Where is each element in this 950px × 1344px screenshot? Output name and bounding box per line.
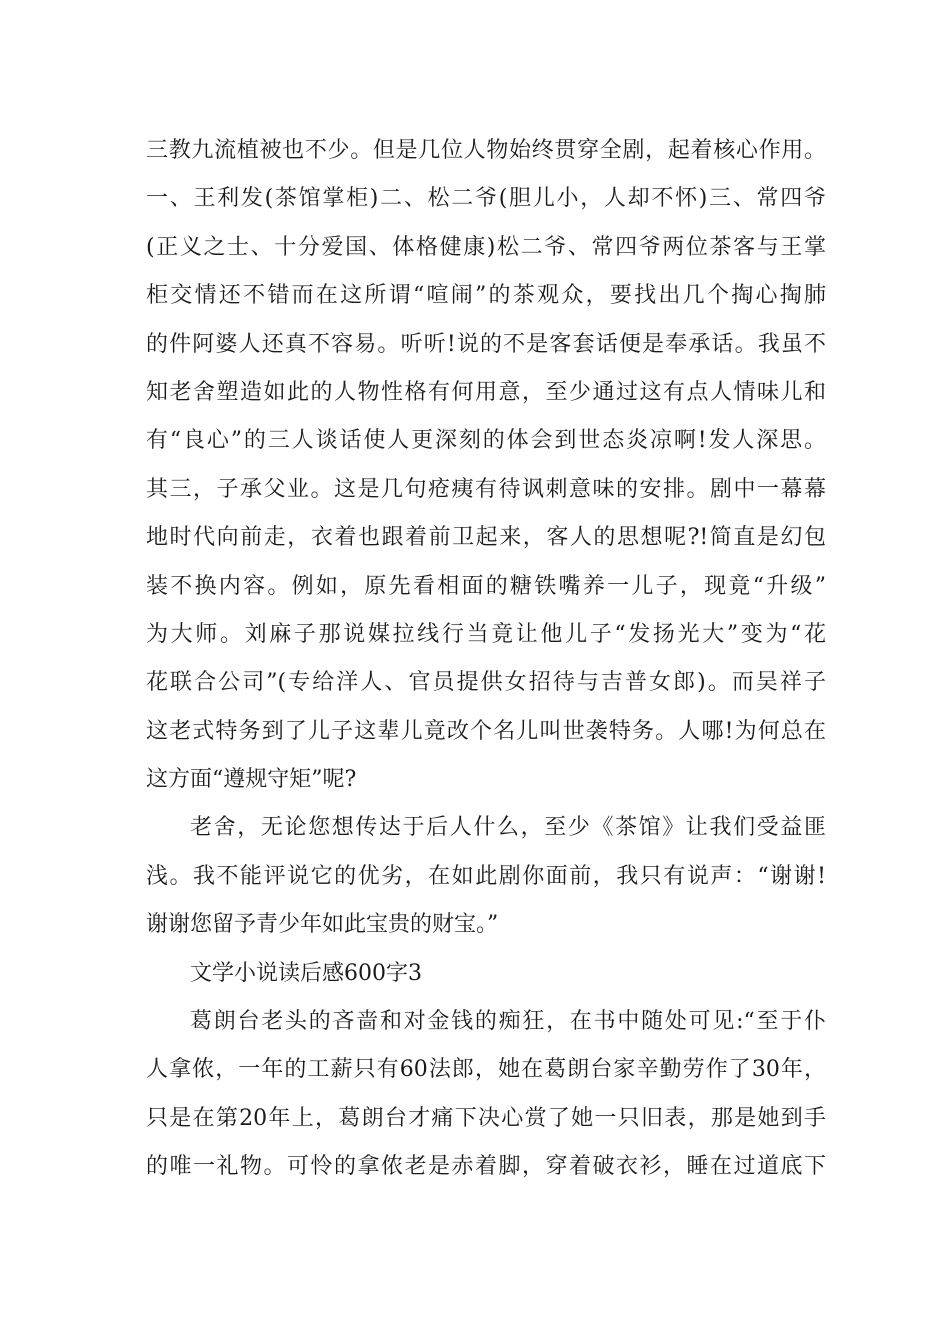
text-line: 人拿侬，一年的工薪只有60法郎，她在葛朗台家辛勤劳作了30年， bbox=[146, 1057, 826, 1083]
text-line: 地时代向前走，衣着也跟着前卫起来，客人的思想呢?!简直是幻包 bbox=[146, 525, 826, 551]
text-line: 的唯一礼物。可怜的拿侬老是赤着脚，穿着破衣衫，睡在过道底下 bbox=[146, 1154, 826, 1180]
text-line: 一、王利发(茶馆掌柜)二、松二爷(胆儿小，人却不怀)三、常四爷 bbox=[146, 186, 826, 212]
text-line: 的件阿婆人还真不容易。听听!说的不是客套话便是奉承话。我虽不 bbox=[146, 331, 826, 357]
text-line: 柜交情还不错而在这所谓“喧闹”的茶观众，要找出几个掏心掏肺 bbox=[146, 283, 826, 309]
text-line: 三教九流植被也不少。但是几位人物始终贯穿全剧，起着核心作用。 bbox=[146, 138, 826, 163]
text-line: 这老式特务到了儿子这辈儿竟改个名儿叫世袭特务。人哪!为何总在 bbox=[146, 718, 826, 744]
paragraph-start-line: 老舍，无论您想传达于后人什么，至少《茶馆》让我们受益匪 bbox=[190, 815, 826, 841]
text-line: 有“良心”的三人谈话使人更深刻的体会到世态炎凉啊!发人深思。 bbox=[146, 428, 826, 454]
text-line: 其三，子承父业。这是几句疮痍有待讽刺意味的安排。剧中一幕幕 bbox=[146, 476, 826, 502]
text-line: (正义之士、十分爱国、体格健康)松二爷、常四爷两位茶客与王掌 bbox=[146, 234, 826, 260]
text-line: 这方面“遵规守矩”呢? bbox=[146, 767, 357, 793]
text-line: 只是在第20年上，葛朗台才痛下决心赏了她一只旧表，那是她到手 bbox=[146, 1105, 826, 1131]
text-line: 浅。我不能评说它的优劣，在如此剧你面前，我只有说声：“谢谢! bbox=[146, 863, 826, 889]
text-line: 装不换内容。例如，原先看相面的糖铁嘴养一儿子，现竟“升级” bbox=[146, 573, 826, 599]
text-line: 花联合公司”(专给洋人、官员提供女招待与吉普女郎)。而吴祥子 bbox=[146, 670, 826, 696]
section-heading: 文学小说读后感600字3 bbox=[190, 960, 422, 986]
text-line: 知老舍塑造如此的人物性格有何用意，至少通过这有点人情味儿和 bbox=[146, 379, 826, 405]
paragraph-start-line: 葛朗台老头的吝啬和对金钱的痴狂，在书中随处可见:“至于仆 bbox=[190, 1009, 826, 1035]
body-text bbox=[146, 127, 826, 1192]
text-line: 为大师。刘麻子那说媒拉线行当竟让他儿子“发扬光大”变为“花 bbox=[146, 621, 826, 647]
text-line: 谢谢您留予青少年如此宝贵的财宝。” bbox=[146, 912, 499, 938]
